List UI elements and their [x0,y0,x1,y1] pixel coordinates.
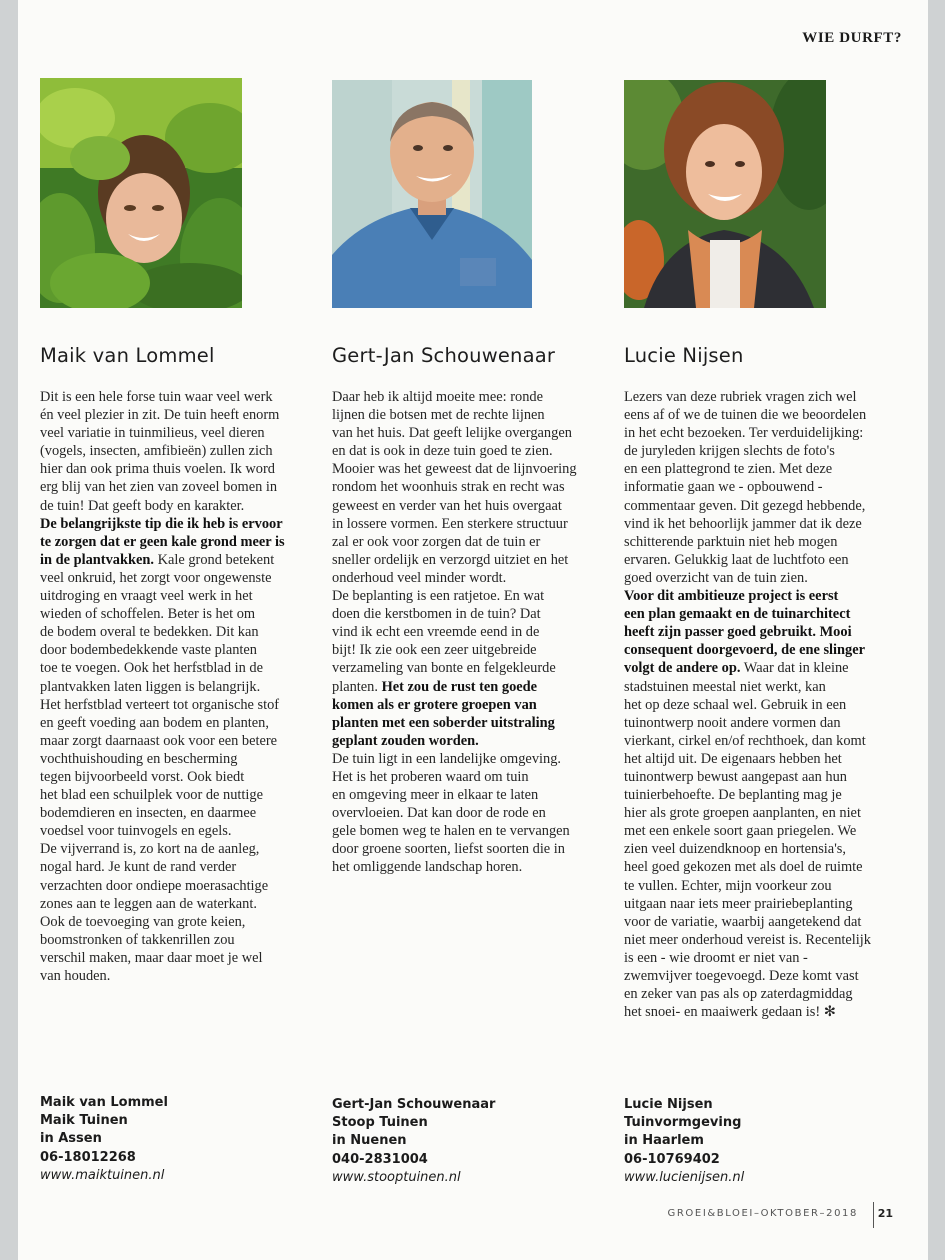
contact-company-3: Tuinvormgeving [624,1115,742,1131]
text-line [332,497,594,515]
text-line [40,931,302,949]
text-run: zwemvijver toegevoegd. Deze komt vast [624,968,859,984]
text-line [624,750,886,768]
text-run: commentaar geven. Dit gezegd hebbende, [624,497,866,514]
text-run: planten. [332,678,378,695]
text-run: De beplanting is een ratjetoe. En wat [332,588,545,605]
text-line [624,460,886,478]
text-run: Dit is een hele forse tuin waar veel werk [40,389,273,405]
contact-name-2: Gert-Jan Schouwenaar [332,1097,496,1112]
contact-name-3: Lucie Nijsen [624,1097,713,1112]
text-run: het blad een schuilplek voor de nuttige [40,787,263,804]
text-run: doen die kerstbomen in de tuin? Dat [332,606,541,623]
text-run: voor de variatie, waarbij aangetekend dat [624,913,862,930]
text-run: van het huis. Dat geeft lelijke overgangen [332,425,572,442]
text-run: verschil maken, maar daar moet je wel [40,949,263,966]
text-line [332,388,594,406]
text-line [624,913,886,931]
contact-phone-2: 040-2831004 [332,1151,428,1167]
text-run: Ook de toevoeging van grote keien, [40,913,246,930]
text-run: tuinontwerp nooit andere vormen dan [624,714,841,731]
text-line [40,442,302,460]
issue-footer: GROEI&BLOEI–OKTOBER–2018 [667,1208,858,1219]
text-run: volgt de andere op. [624,660,741,677]
text-run: vind ik echt een vreemde eend in de [332,624,540,641]
text-line [332,696,594,714]
text-run: heeft zijn passer goed gebruikt. Mooi [624,624,852,641]
review-text-1 [40,388,302,985]
text-line [40,678,302,696]
text-line [624,714,886,732]
text-run: in de plantvakken. [40,551,154,568]
magazine-page [18,0,928,1260]
text-run: Daar heb ik altijd moeite mee: ronde [332,389,543,405]
text-line [332,442,594,460]
reviewer-name-2: Gert-Jan Schouwenaar [332,344,556,367]
text-run: rondom het woonhuis strak en recht was [332,479,565,496]
text-run: ervaren. Gelukkig laat de luchtfoto een [624,551,849,568]
text-run: hier als grote groepen aanplanten, en niet [624,805,861,822]
text-run: schitterende parktuin niet heb mogen [624,533,838,550]
review-text-3 [624,388,886,1021]
text-line [624,623,886,641]
text-run: sneller ordelijk en verzorgd uitziet en het [332,551,569,568]
text-run: te vullen. Echter, mijn voorkeur zou [624,877,832,894]
text-line [624,406,886,424]
text-line [332,406,594,424]
text-run: plantvakken laten liggen is belangrijk. [40,678,261,695]
text-run: De tuin ligt in een landelijke omgeving. [332,750,561,767]
text-line [40,478,302,496]
text-run: planten met een soberder uitstraling [332,714,555,731]
text-line [332,460,594,478]
text-run: door groene soorten, liefst soorten die in [332,841,565,858]
text-run: voedsel voor tuinvogels en egels. [40,823,232,840]
text-run: in het echt bezoeken. Ter verduidelijking: [624,425,864,442]
text-line [40,858,302,876]
text-line [40,388,302,406]
text-line [332,822,594,840]
text-line [624,388,886,406]
text-run: en een plattegrond te zien. Met deze [624,461,833,478]
text-line [332,804,594,822]
text-run: een plan gemaakt en de tuinarchitect [624,606,851,623]
text-line [332,641,594,659]
text-line [40,967,302,985]
text-line [40,569,302,587]
text-run: Het is het proberen waard om tuin [332,768,529,785]
text-line [624,478,886,496]
text-run: hier dan ook prima thuis voelen. Ik word [40,461,275,478]
text-run: tuinontwerp bewust aangepast aan hun [624,768,847,785]
text-line [332,623,594,641]
text-run: vochthuishouding en bescherming [40,750,238,767]
text-run: bijt! Ik zie ook een zeer uitgebreide [332,642,537,659]
contact-website-3[interactable]: www.lucienijsen.nl [624,1169,745,1185]
text-line [40,641,302,659]
text-line [40,551,302,569]
text-line [40,732,302,750]
text-line [624,533,886,551]
text-run: het op deze schaal wel. Gebruik in een [624,696,847,713]
text-run: veel onkruid, het zorgt voor ongewenste [40,569,272,586]
text-run: gele bomen weg te halen en te vervangen [332,823,570,840]
text-run: en dat is ook in deze tuin goed te zien. [332,443,553,460]
text-line [332,678,594,696]
text-run: zien veel duizendknoop en hortensia's, [624,841,846,858]
text-line [332,840,594,858]
text-line [332,714,594,732]
text-line [624,967,886,985]
text-line [40,515,302,533]
text-line [624,732,886,750]
contact-block-1 [40,1094,302,1185]
text-line [332,533,594,551]
text-line [624,840,886,858]
text-line [624,424,886,442]
text-line [624,895,886,913]
text-run: niet meer onderhoud vereist is. Recentelijk [624,931,871,948]
text-line [624,587,886,605]
text-line [332,515,594,533]
text-line [332,587,594,605]
text-line [332,605,594,623]
text-line [40,460,302,478]
text-line [624,786,886,804]
text-line [40,533,302,551]
text-line [624,659,886,677]
contact-company-1: Maik Tuinen [40,1113,128,1129]
text-line [332,424,594,442]
text-run: De vijverrand is, zo kort na de aanleg, [40,841,260,858]
text-line [624,768,886,786]
text-line [624,678,886,696]
text-run-bold: Het zou de rust ten goede [377,678,538,695]
text-run: consequent doorgevoerd, de ene slinger [624,642,866,659]
text-line [624,497,886,515]
text-run: verzachten door ondiepe moerasachtige [40,877,269,894]
text-run: en geeft voeding aan bodem en planten, [40,714,269,731]
text-run: door bodembedekkende vaste planten [40,642,257,659]
contact-city-1: in Assen [40,1131,102,1147]
text-run: erg blij van het zien van zoveel bomen in [40,479,278,496]
contact-block-3 [624,1096,886,1187]
text-run: heel goed gekozen met als doel de ruimte [624,859,863,876]
contact-city-2: in Nuenen [332,1133,407,1149]
text-run: Waar dat in kleine [740,660,849,677]
text-run: geplant zouden worden. [332,732,479,749]
contact-phone-3: 06-10769402 [624,1151,720,1167]
text-run: van houden. [40,968,111,984]
text-run: stadstuinen meestal niet werkt, kan [624,678,826,695]
contact-phone-1: 06-18012268 [40,1149,136,1165]
reviewer-photo-3 [624,80,826,308]
text-run: onderhoud veel minder wordt. [332,569,507,586]
review-text-2 [332,388,594,877]
text-run: nogal hard. Je kunt de rand verder [40,859,237,876]
contact-city-3: in Haarlem [624,1133,704,1149]
text-run: Mooier was het geweest dat de lijnvoering [332,461,577,478]
text-run: in lossere vormen. Een sterkere structuur [332,515,568,532]
text-run: eens af of we de tuinen die we beoordelen [624,407,867,424]
text-run: geweest en verder van het huis overgaat [332,497,562,514]
text-run: wieden of schoffelen. Beter is het om [40,606,256,623]
text-run: verzameling van bonte en felgekleurde [332,660,556,677]
text-line [40,714,302,732]
text-run: het snoei- en maaiwerk gedaan is! ✻ [624,1004,836,1021]
text-run: informatie gaan we - opbouwend - [624,479,823,496]
text-run: zal er ook voor zorgen dat de tuin er [332,533,541,550]
text-run: Voor dit ambitieuze project is eerst [624,588,839,605]
reviewer-name-1: Maik van Lommel [40,344,215,367]
text-line [624,515,886,533]
text-run: te zorgen dat er geen kale grond meer is [40,533,285,550]
text-run: uitdroging en vraagt veel werk in het [40,588,253,605]
text-line [624,442,886,460]
text-run: de tuin! Dat geeft body en karakter. [40,497,245,514]
text-run: tegen bijvoorbeeld vorst. Ook biedt [40,768,245,785]
text-line [624,804,886,822]
text-line [332,786,594,804]
text-run: vierkant, cirkel en/of rechthoek, dan komt [624,732,866,749]
text-run: het altijd uit. De eigenaars hebben het [624,750,842,767]
text-run: tuinierbehoefte. De beplanting mag je [624,787,842,804]
text-run: toe te voegen. Ook het herfstblad in de [40,660,263,677]
text-line [624,985,886,1003]
text-run: Kale grond betekent [153,551,275,568]
text-line [332,750,594,768]
text-line [40,605,302,623]
text-run: zones aan te leggen aan de waterkant. [40,895,257,912]
contact-website-1[interactable]: www.maiktuinen.nl [40,1167,165,1183]
text-line [624,696,886,714]
text-run: boomstronken of takkenrillen zou [40,931,235,948]
text-line [40,877,302,895]
text-line [40,424,302,442]
reviewer-photo-1 [40,78,242,308]
text-line [624,551,886,569]
text-line [40,768,302,786]
text-run: vind ik het behoorlijk jammer dat ik deze [624,515,862,532]
text-run: de juryleden krijgen slechts de foto's [624,443,835,460]
section-title: WIE DURFT? [802,30,902,46]
text-line [332,569,594,587]
text-run: maar zorgt daarnaast ook voor een betere [40,732,278,749]
text-run: lijnen die botsen met de rechte lijnen [332,407,545,424]
contact-website-2[interactable]: www.stooptuinen.nl [332,1169,461,1185]
text-line [40,913,302,931]
text-line [40,804,302,822]
text-line [40,587,302,605]
text-run: goed overzicht van de tuin zien. [624,569,808,586]
text-run: (vogels, insecten, amfibieën) zullen zich [40,443,273,460]
text-line [40,786,302,804]
text-run: Het herfstblad verteert tot organische stof [40,696,280,713]
text-run: veel variatie in tuinmilieus, veel dieren [40,425,265,442]
text-line [624,569,886,587]
text-line [624,1003,886,1021]
text-run: én veel plezier in zit. De tuin heeft enorm [40,407,280,424]
text-line [40,895,302,913]
text-line [624,877,886,895]
text-run: uitgaan naar iets meer prairiebeplanting [624,895,853,912]
text-line [40,949,302,967]
text-run: overvloeien. Dat kan door de rode en [332,805,546,822]
text-line [40,497,302,515]
text-run: en omgeving meer in elkaar te laten [332,787,539,804]
reviewer-photo-2 [332,80,532,308]
reviewer-name-3: Lucie Nijsen [624,344,744,367]
text-run: met een enkele soort gaan priegelen. We [624,823,857,840]
text-line [624,931,886,949]
text-line [332,551,594,569]
text-run: Lezers van deze rubriek vragen zich wel [624,389,857,405]
text-run: bodemdieren en insecten, en daarmee [40,805,257,822]
text-run: en zeker van pas als op zaterdagmiddag [624,986,853,1003]
contact-name-1: Maik van Lommel [40,1095,168,1110]
text-line [40,750,302,768]
text-line [624,605,886,623]
page-number: 21 [877,1207,893,1220]
text-line [624,949,886,967]
text-line [332,732,594,750]
text-line [40,696,302,714]
text-line [40,659,302,677]
text-line [624,858,886,876]
contact-block-2 [332,1096,594,1187]
text-run: is een - wie droomt er niet van - [624,949,808,966]
text-line [624,822,886,840]
text-line [624,641,886,659]
text-line [40,406,302,424]
text-run: komen als er grotere groepen van [332,696,537,713]
contact-company-2: Stoop Tuinen [332,1115,428,1131]
text-line [40,840,302,858]
text-line [332,858,594,876]
text-run: het omliggende landschap horen. [332,859,523,876]
text-line [40,623,302,641]
text-line [332,768,594,786]
text-run: De belangrijkste tip die ik heb is ervoor [40,515,283,532]
text-line [332,659,594,677]
text-line [40,822,302,840]
footer-divider [873,1202,874,1228]
text-run: de bodem overal te bedekken. Dit kan [40,624,259,641]
text-line [332,478,594,496]
